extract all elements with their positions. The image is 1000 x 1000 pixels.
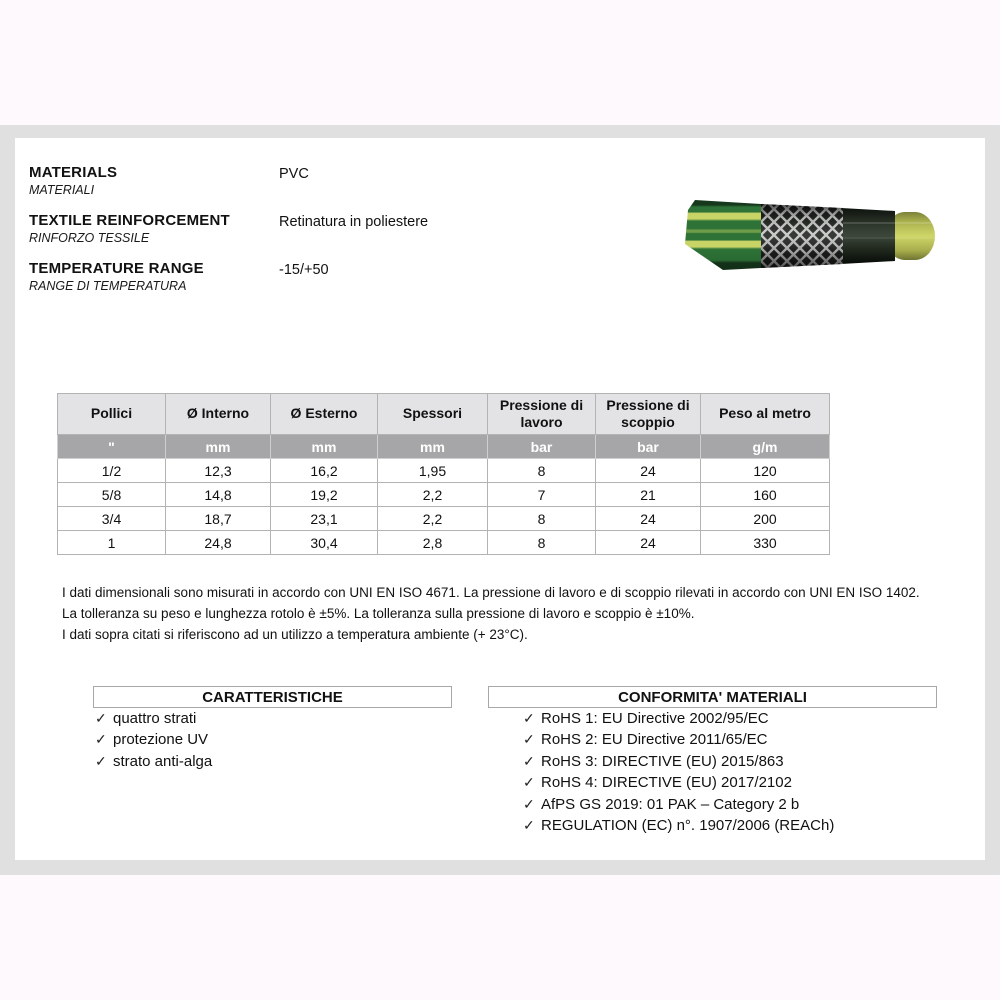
datasheet-card bbox=[15, 138, 985, 860]
spec-row-materials bbox=[29, 164, 428, 198]
features-title: CARATTERISTICHE bbox=[202, 688, 343, 706]
table-units-row bbox=[58, 435, 830, 459]
check-icon: ✓ bbox=[523, 774, 535, 791]
list-item bbox=[523, 708, 834, 729]
cell: 330 bbox=[701, 531, 830, 555]
spec-row-textile-reinforcement bbox=[29, 212, 428, 246]
spec-row-temperature-range bbox=[29, 260, 428, 294]
col-header-diametro-esterno: Ø Esterno bbox=[271, 394, 378, 435]
note-line: I dati dimensionali sono misurati in accordo con UNI EN ISO 4671. La pressione di lavoro e di scoppio rilevati in accordo con UNI EN ISO 1402. bbox=[62, 585, 920, 600]
list-item bbox=[523, 772, 834, 793]
cell: 18,7 bbox=[166, 507, 271, 531]
cell: 120 bbox=[701, 459, 830, 483]
cell: 14,8 bbox=[166, 483, 271, 507]
cell: 2,2 bbox=[378, 507, 488, 531]
spec-value: PVC bbox=[279, 166, 309, 182]
unit-cell: bar bbox=[596, 435, 701, 459]
spec-label-en: TEXTILE REINFORCEMENT bbox=[29, 212, 230, 229]
unit-cell: mm bbox=[271, 435, 378, 459]
cell: 24 bbox=[596, 507, 701, 531]
spec-value: -15/+50 bbox=[279, 262, 329, 278]
table-row bbox=[58, 483, 830, 507]
cell: 16,2 bbox=[271, 459, 378, 483]
cell: 2,8 bbox=[378, 531, 488, 555]
table-row bbox=[58, 531, 830, 555]
table-header-row bbox=[58, 394, 830, 435]
table-row bbox=[58, 459, 830, 483]
spec-label-it: MATERIALI bbox=[29, 183, 95, 197]
features-list bbox=[95, 708, 212, 772]
cell: 3/4 bbox=[58, 507, 166, 531]
spec-label-it: RANGE DI TEMPERATURA bbox=[29, 279, 187, 293]
dimensions-table bbox=[57, 393, 830, 555]
cell: 23,1 bbox=[271, 507, 378, 531]
check-icon: ✓ bbox=[95, 710, 107, 726]
check-icon: ✓ bbox=[523, 817, 535, 834]
conformity-title-box bbox=[488, 686, 937, 708]
cell: 200 bbox=[701, 507, 830, 531]
list-item bbox=[95, 729, 212, 750]
conformity-label: RoHS 1: EU Directive 2002/95/EC bbox=[541, 710, 769, 727]
spec-value: Retinatura in poliestere bbox=[279, 214, 429, 230]
content-band bbox=[0, 125, 1000, 875]
cell: 21 bbox=[596, 483, 701, 507]
conformity-list bbox=[523, 708, 834, 836]
unit-cell: mm bbox=[166, 435, 271, 459]
col-header-spessori: Spessori bbox=[378, 394, 488, 435]
cell: 5/8 bbox=[58, 483, 166, 507]
features-title-box bbox=[93, 686, 452, 708]
cell: 12,3 bbox=[166, 459, 271, 483]
col-header-pollici: Pollici bbox=[58, 394, 166, 435]
cell: 8 bbox=[488, 459, 596, 483]
standards-notes bbox=[62, 582, 962, 645]
list-item bbox=[523, 729, 834, 750]
cell: 1,95 bbox=[378, 459, 488, 483]
unit-cell: " bbox=[58, 435, 166, 459]
cell: 160 bbox=[701, 483, 830, 507]
conformity-label: REGULATION (EC) n°. 1907/2006 (REACh) bbox=[541, 817, 835, 835]
spec-label-it: RINFORZO TESSILE bbox=[29, 231, 150, 245]
feature-label: strato anti-alga bbox=[113, 752, 213, 770]
table-row bbox=[58, 507, 830, 531]
cell: 24 bbox=[596, 531, 701, 555]
note-line: I dati sopra citati si riferiscono ad un utilizzo a temperatura ambiente (+ 23°C). bbox=[62, 627, 528, 642]
cell: 19,2 bbox=[271, 483, 378, 507]
col-header-peso-metro: Peso al metro bbox=[701, 394, 830, 435]
list-item bbox=[523, 815, 834, 836]
cell: 8 bbox=[488, 531, 596, 555]
note-line: La tolleranza su peso e lunghezza rotolo è ±5%. La tolleranza sulla pressione di lavoro e scoppio è ±10%. bbox=[62, 606, 695, 621]
unit-cell: mm bbox=[378, 435, 488, 459]
col-header-diametro-interno: Ø Interno bbox=[166, 394, 271, 435]
cell: 7 bbox=[488, 483, 596, 507]
list-item bbox=[95, 708, 212, 729]
materials-specs bbox=[29, 164, 428, 308]
check-icon: ✓ bbox=[523, 731, 535, 748]
conformity-title: CONFORMITA' MATERIALI bbox=[618, 688, 807, 706]
col-header-pressione-lavoro: Pressione di lavoro bbox=[488, 394, 596, 435]
conformity-label: RoHS 4: DIRECTIVE (EU) 2017/2102 bbox=[541, 774, 792, 792]
spec-label-en: TEMPERATURE RANGE bbox=[29, 260, 204, 277]
hose-product-image bbox=[683, 196, 943, 276]
unit-cell: g/m bbox=[701, 435, 830, 459]
conformity-label: AfPS GS 2019: 01 PAK – Category 2 b bbox=[541, 795, 800, 813]
list-item bbox=[523, 751, 834, 772]
cell: 1 bbox=[58, 531, 166, 555]
spec-label-en: MATERIALS bbox=[29, 164, 118, 181]
check-icon: ✓ bbox=[95, 752, 107, 769]
feature-label: protezione UV bbox=[113, 731, 209, 749]
check-icon: ✓ bbox=[523, 795, 535, 812]
conformity-label: RoHS 2: EU Directive 2011/65/EC bbox=[541, 731, 768, 749]
check-icon: ✓ bbox=[523, 710, 535, 726]
unit-cell: bar bbox=[488, 435, 596, 459]
check-icon: ✓ bbox=[523, 752, 535, 769]
cell: 24,8 bbox=[166, 531, 271, 555]
check-icon: ✓ bbox=[95, 731, 107, 748]
cell: 30,4 bbox=[271, 531, 378, 555]
cell: 2,2 bbox=[378, 483, 488, 507]
cell: 1/2 bbox=[58, 459, 166, 483]
cell: 8 bbox=[488, 507, 596, 531]
col-header-pressione-scoppio: Pressione di scoppio bbox=[596, 394, 701, 435]
cell: 24 bbox=[596, 459, 701, 483]
feature-label: quattro strati bbox=[113, 710, 197, 727]
list-item bbox=[95, 751, 212, 772]
conformity-label: RoHS 3: DIRECTIVE (EU) 2015/863 bbox=[541, 752, 784, 770]
list-item bbox=[523, 794, 834, 815]
